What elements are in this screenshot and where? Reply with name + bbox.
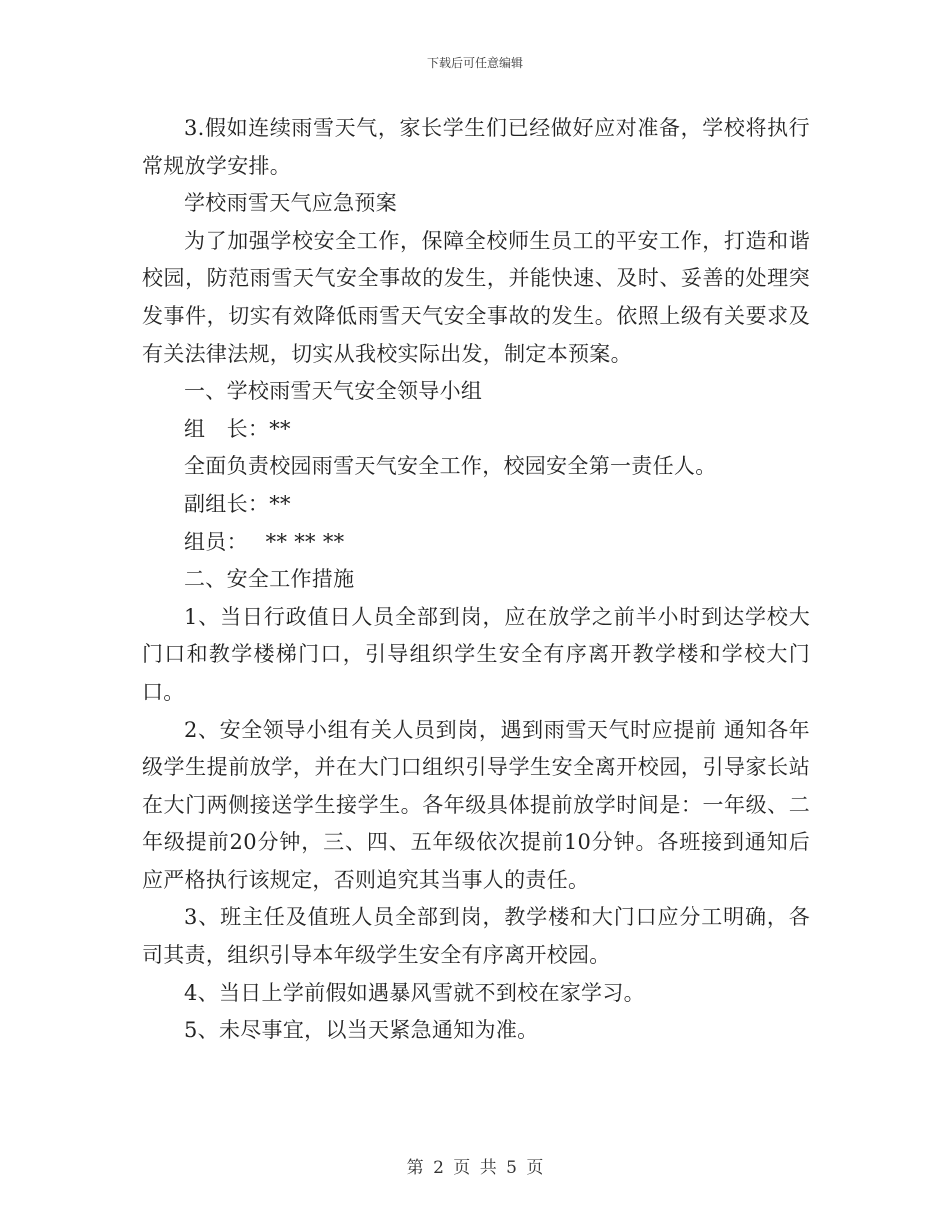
paragraph-weather-arrangement: 3.假如连续雨雪天气，家长学生们已经做好应对准备，学校将执行常规放学安排。 xyxy=(142,116,810,178)
members-line: 组员： ** ** ** xyxy=(184,529,345,554)
page-number: 第 2 页 共 5 页 xyxy=(406,1158,544,1178)
measure-item-1: 1、当日行政值日人员全部到岗，应在放学之前半小时到达学校大门口和教学楼梯门口，引导组织学生安全有序离开教学楼和学校大门口。 xyxy=(142,604,810,704)
section-title-emergency-plan: 学校雨雪天气应急预案 xyxy=(184,191,397,216)
heading-leadership-group: 一、学校雨雪天气安全领导小组 xyxy=(184,379,483,404)
page-header: 下载后可任意编辑 xyxy=(426,56,523,70)
paragraph-plan-purpose: 为了加强学校安全工作，保障全校师生员工的平安工作，打造和谐校园，防范雨雪天气安全事故的发生，并能快速、及时、妥善的处理突发事件，切实有效降低雨雪天气安全事故的发生。依照上级有关要求及有关法律法规，切实从我校实际出发，制定本预案。 xyxy=(142,228,810,366)
document-body xyxy=(142,110,810,1050)
measure-item-5: 5、未尽事宜，以当天紧急通知为准。 xyxy=(184,1018,539,1043)
deputy-leader-line: 副组长：** xyxy=(184,491,291,516)
measure-item-2: 2、安全领导小组有关人员到岗，遇到雨雪天气时应提前 通知各年级学生提前放学，并在大门口组织引导学生安全离开校园，引导家长站在大门两侧接送学生接学生。各年级具体提前放学时间是：一年级、二年级提前20分钟，三、四、五年级依次提前10分钟。各班接到通知后应严格执行该规定，否则追究其当事人的责任。 xyxy=(142,717,810,892)
group-leader-line: 组 长：** xyxy=(184,416,291,441)
heading-safety-measures: 二、安全工作措施 xyxy=(184,567,355,592)
measure-item-3: 3、班主任及值班人员全部到岗，教学楼和大门口应分工明确，各司其责，组织引导本年级学生安全有序离开校园。 xyxy=(142,905,810,968)
measure-item-4: 4、当日上学前假如遇暴风雪就不到校在家学习。 xyxy=(184,980,645,1005)
group-leader-duty: 全面负责校园雨雪天气安全工作，校园安全第一责任人。 xyxy=(184,454,717,479)
